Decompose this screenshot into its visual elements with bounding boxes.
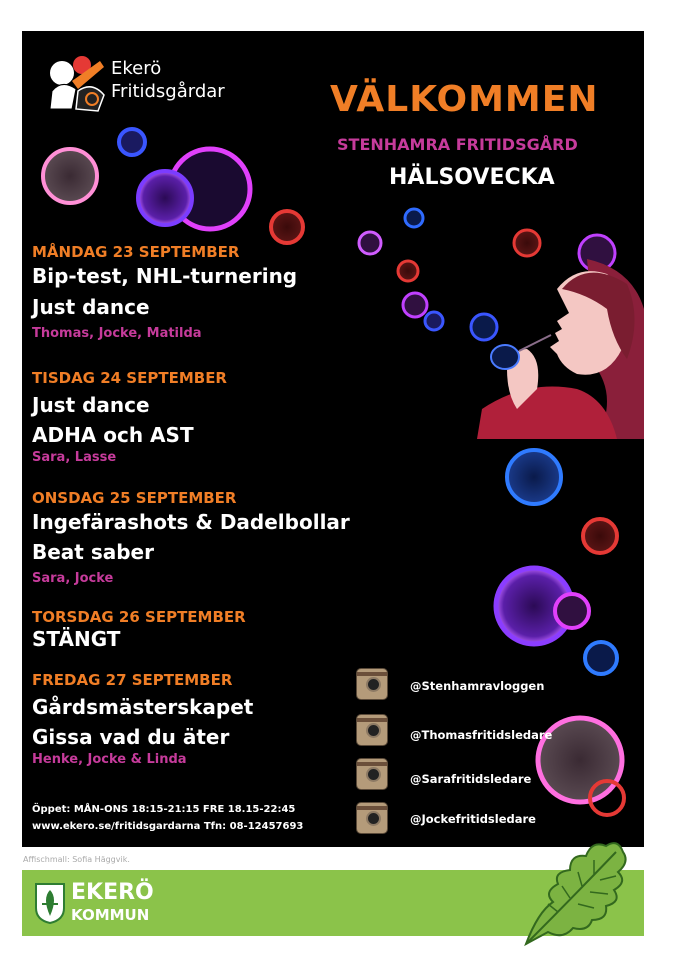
- day-heading-friday: FREDAG 27 SEPTEMBER: [32, 671, 233, 689]
- activity-item: Just dance: [32, 295, 150, 319]
- activity-item: Gissa vad du äter: [32, 725, 230, 749]
- staff-names: Henke, Jocke & Linda: [32, 752, 187, 767]
- instagram-icon: [356, 802, 388, 834]
- opening-hours: Öppet: MÅN-ONS 18:15-21:15 FRE 18.15-22:45: [32, 804, 296, 815]
- poster: [22, 31, 644, 847]
- event-title: HÄLSOVECKA: [389, 165, 555, 190]
- instagram-icon: [356, 714, 388, 746]
- day-heading-thursday: TORSDAG 26 SEPTEMBER: [32, 608, 246, 626]
- instagram-handle[interactable]: @Sarafritidsledare: [410, 772, 532, 786]
- staff-names: Sara, Lasse: [32, 450, 117, 465]
- day-heading-wednesday: ONSDAG 25 SEPTEMBER: [32, 489, 237, 507]
- activity-item-closed: STÄNGT: [32, 627, 121, 651]
- instagram-handle[interactable]: @Jockefritidsledare: [410, 812, 536, 826]
- staff-names: Sara, Jocke: [32, 571, 114, 586]
- oak-leaf-illustration: [518, 832, 633, 952]
- activity-item: Gårdsmästerskapet: [32, 695, 254, 719]
- contact-info: www.ekero.se/fritidsgardarna Tfn: 08-12457693: [32, 821, 304, 832]
- activity-item: Bip-test, NHL-turnering: [32, 264, 298, 288]
- page-title: VÄLKOMMEN: [330, 79, 599, 120]
- instagram-icon: [356, 758, 388, 790]
- activity-item: Just dance: [32, 393, 150, 417]
- staff-names: Thomas, Jocke, Matilda: [32, 326, 202, 341]
- girl-blowing-bubbles-illustration: [457, 249, 644, 439]
- venue-name: STENHAMRA FRITIDSGÅRD: [337, 135, 578, 154]
- kommun-name-line-2: KOMMUN: [71, 906, 150, 924]
- activity-item: Beat saber: [32, 540, 154, 564]
- logo-line-2: Fritidsgårdar: [111, 81, 225, 102]
- day-heading-tuesday: TISDAG 24 SEPTEMBER: [32, 369, 227, 387]
- day-heading-monday: MÅNDAG 23 SEPTEMBER: [32, 243, 240, 261]
- instagram-handle[interactable]: @Stenhamravloggen: [410, 679, 545, 693]
- template-credit: Affischmall: Sofia Häggvik.: [23, 855, 130, 864]
- kommun-name-line-1: EKERÖ: [71, 880, 154, 905]
- ekero-coat-of-arms-icon: [34, 882, 66, 924]
- activity-item: Ingefärashots & Dadelbollar: [32, 510, 350, 534]
- instagram-handle[interactable]: @Thomasfritidsledare: [410, 728, 553, 742]
- instagram-icon: [356, 668, 388, 700]
- activity-item: ADHA och AST: [32, 423, 194, 447]
- logo-line-1: Ekerö: [111, 58, 162, 79]
